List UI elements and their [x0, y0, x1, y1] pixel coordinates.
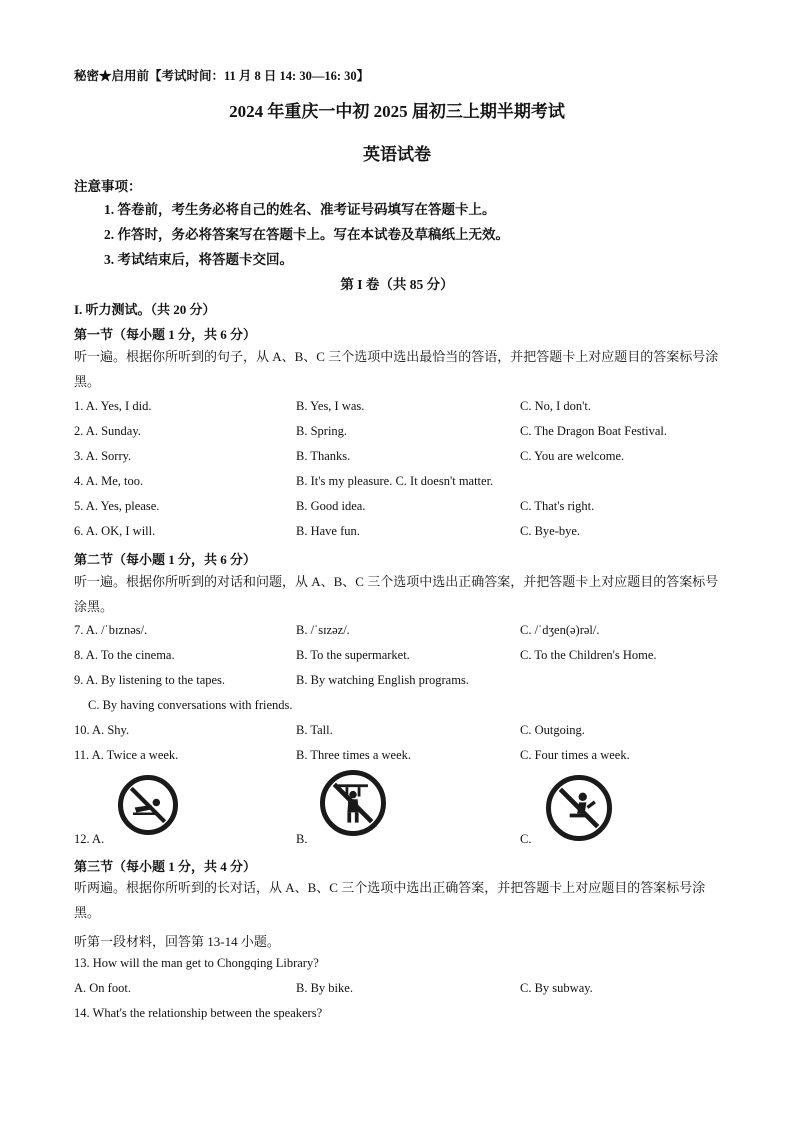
q6-option-c: C. Bye-bye.	[520, 524, 581, 538]
notice-item-1: 1. 答卷前，考生务必将自己的姓名、准考证号码填写在答题卡上。	[104, 202, 496, 217]
q10-option-b: B. Tall.	[296, 723, 333, 737]
q7-option-a: 7. A. /ˈbɪznəs/.	[74, 623, 148, 637]
notice-item-3: 3. 考试结束后，将答题卡交回。	[104, 252, 293, 267]
q7-option-b: B. /ˈsɪzəz/.	[296, 623, 350, 637]
q5-option-c: C. That's right.	[520, 499, 595, 513]
q12-option-c: C.	[520, 832, 532, 846]
q10-option-a: 10. A. Shy.	[74, 723, 130, 737]
exam-title: 2024 年重庆一中初 2025 届初三上期半期考试	[229, 102, 565, 121]
q9-option-c: C. By having conversations with friends.	[88, 698, 293, 712]
no-kneeling-sign-icon	[546, 775, 612, 841]
q12-option-a: 12. A.	[74, 832, 105, 846]
q11-option-b: B. Three times a week.	[296, 748, 412, 762]
q4-option-bc: B. It's my pleasure. C. It doesn't matter.	[296, 474, 494, 488]
exam-subtitle: 英语试卷	[363, 145, 431, 164]
notice-item-2: 2. 作答时，务必将答案写在答题卡上。写在本试卷及草稿纸上无效。	[104, 227, 509, 242]
material-1-label: 听第一段材料，回答第 13-14 小题。	[74, 934, 280, 949]
q1-option-b: B. Yes, I was.	[296, 399, 365, 413]
section-2-title: 第二节（每小题 1 分，共 6 分）	[74, 552, 257, 567]
q2-option-c: C. The Dragon Boat Festival.	[520, 424, 667, 438]
notice-heading: 注意事项：	[74, 179, 142, 194]
q5-option-a: 5. A. Yes, please.	[74, 499, 160, 513]
section-1-instruction: 听一遍。根据你所听到的句子，从 A、B、C 三个选项中选出最恰当的答语，并把答题卡上对应题目的答案标号涂黑。	[74, 349, 719, 389]
section-2-instruction: 听一遍。根据你所听到的对话和问题，从 A、B、C 三个选项中选出正确答案，并把答题卡上对应题目的答案标号涂黑。	[74, 574, 719, 614]
q13-option-a: A. On foot.	[74, 981, 131, 995]
q5-option-b: B. Good idea.	[296, 499, 366, 513]
confidential-header: 秘密★启用前【考试时间：11 月 8 日 14: 30—16: 30】	[74, 69, 370, 83]
q3-option-c: C. You are welcome.	[520, 449, 625, 463]
q3-option-a: 3. A. Sorry.	[74, 449, 132, 463]
q8-option-c: C. To the Children's Home.	[520, 648, 657, 662]
section-3-title: 第三节（每小题 1 分，共 4 分）	[74, 859, 257, 874]
q7-option-c: C. /ˈdʒen(ə)rəl/.	[520, 623, 600, 637]
part-1-title: I. 听力测试。（共 20 分）	[74, 302, 216, 317]
q3-option-b: B. Thanks.	[296, 449, 351, 463]
q13-stem: 13. How will the man get to Chongqing Library?	[74, 956, 319, 970]
q10-option-c: C. Outgoing.	[520, 723, 585, 737]
q1-option-c: C. No, I don't.	[520, 399, 592, 413]
q2-option-a: 2. A. Sunday.	[74, 424, 141, 438]
no-lying-down-sign-icon	[118, 775, 178, 835]
q14-stem: 14. What's the relationship between the speakers?	[74, 1006, 323, 1020]
q6-option-a: 6. A. OK, I will.	[74, 524, 156, 538]
q13-option-b: B. By bike.	[296, 981, 353, 995]
q13-option-c: C. By subway.	[520, 981, 593, 995]
q9-option-b: B. By watching English programs.	[296, 673, 469, 687]
q11-option-c: C. Four times a week.	[520, 748, 630, 762]
q1-option-a: 1. A. Yes, I did.	[74, 399, 152, 413]
q6-option-b: B. Have fun.	[296, 524, 360, 538]
q11-option-a: 11. A. Twice a week.	[74, 748, 179, 762]
q8-option-a: 8. A. To the cinema.	[74, 648, 175, 662]
section-3-instruction: 听两遍。根据你所听到的长对话，从 A、B、C 三个选项中选出正确答案，并把答题卡上对应题目的答案标号涂黑。	[74, 880, 706, 920]
volume-title: 第 I 卷（共 85 分）	[340, 277, 454, 292]
section-1-title: 第一节（每小题 1 分，共 6 分）	[74, 327, 257, 342]
q9-option-a: 9. A. By listening to the tapes.	[74, 673, 226, 687]
q8-option-b: B. To the supermarket.	[296, 648, 410, 662]
q2-option-b: B. Spring.	[296, 424, 348, 438]
q12-option-b: B.	[296, 832, 308, 846]
q4-option-a: 4. A. Me, too.	[74, 474, 144, 488]
no-hanging-sign-icon	[320, 770, 386, 836]
